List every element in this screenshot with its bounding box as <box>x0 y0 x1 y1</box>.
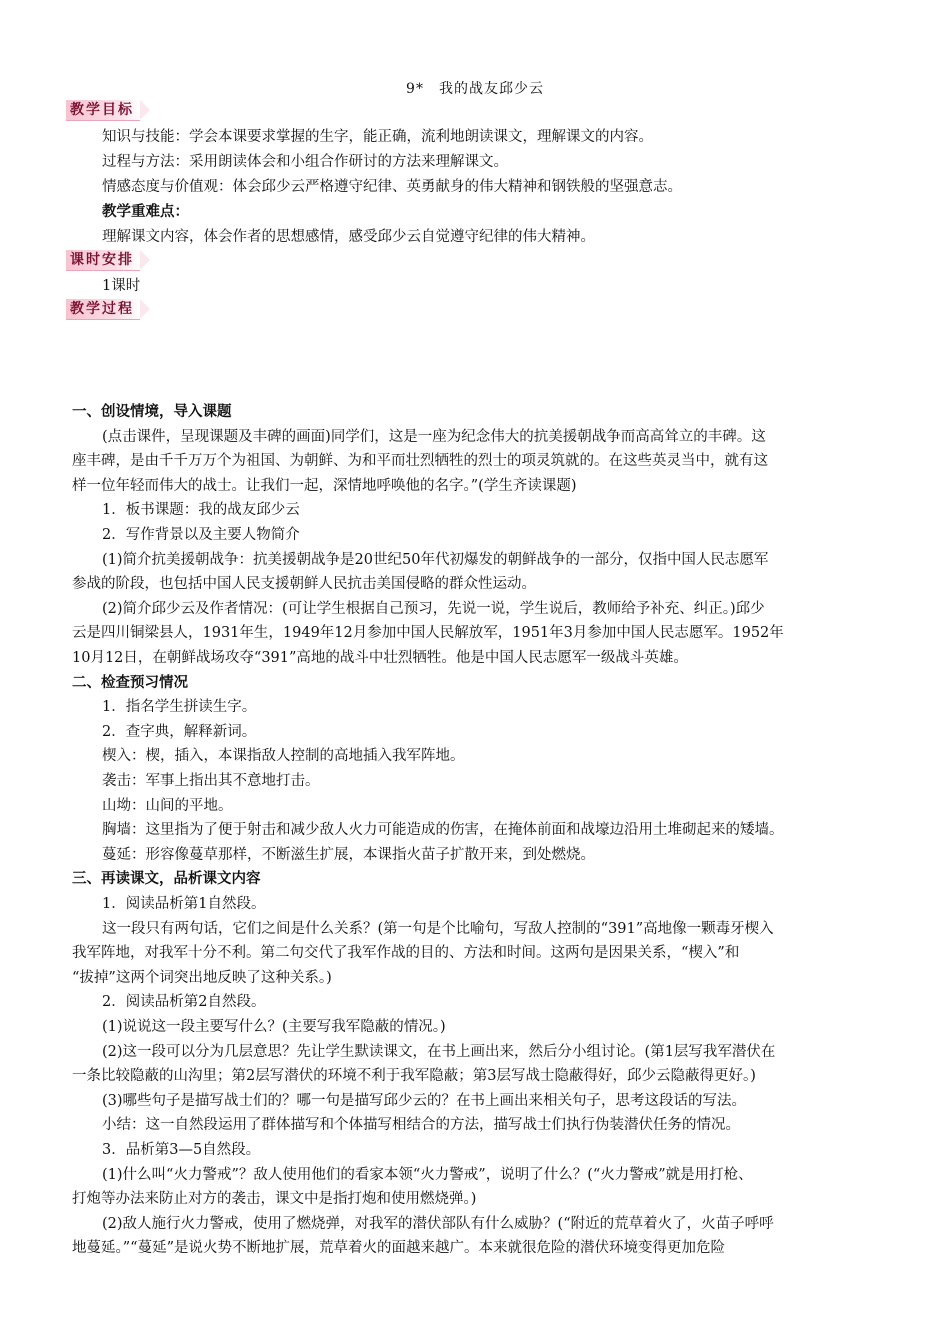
body-line: 蔓延：形容像蔓草那样，不断滋生扩展，本课指火苗子扩散开来，到处燃烧。 <box>102 846 595 863</box>
body-line: (2)这一段可以分为几层意思？先让学生默读课文，在书上画出来，然后分小组讨论。(第1层写我军潜伏在 <box>102 1043 776 1060</box>
body-line: 1．指名学生拼读生字。 <box>102 699 257 716</box>
body-line: 这一段只有两句话，它们之间是什么关系？(第一句是个比喻句，写敌人控制的“391”高地像一颗毒牙楔入 <box>102 920 774 937</box>
body-line: 山坳：山间的平地。 <box>102 797 233 814</box>
body-line: 楔入：楔，插入，本课指敌人控制的高地插入我军阵地。 <box>102 748 465 765</box>
lesson-title: 9* 我的战友邱少云 <box>406 81 544 97</box>
body-line: (2)敌人施行火力警戒，使用了燃烧弹，对我军的潜伏部队有什么威胁？(“附近的荒草着火了，火苗子呼呼 <box>102 1215 774 1232</box>
objective-process: 过程与方法：采用朗读体会和小组合作研讨的方法来理解课文。 <box>102 154 508 170</box>
section-heading: 二、检查预习情况 <box>72 674 188 691</box>
body-line: (1)说说这一段主要写什么？(主要写我军隐蔽的情况。) <box>102 1019 446 1035</box>
body-line: 2．写作背景以及主要人物简介 <box>102 527 300 543</box>
section-tag-objectives: 教学目标 <box>66 100 140 121</box>
body-line: (3)哪些句子是描写战士们的？哪一句是描写邱少云的？在书上画出来相关句子，思考这段话的写法。 <box>102 1092 747 1109</box>
body-line: (2)简介邱少云及作者情况：(可让学生根据自己预习，先说一说，学生说后，教师给予补充、纠正。)邱少 <box>102 600 765 617</box>
body-line: (点击课件，呈现课题及丰碑的画面)同学们，这是一座为纪念伟大的抗美援朝战争而高高耸立的丰碑。这 <box>102 428 766 445</box>
body-line: 2．阅读品析第2自然段。 <box>102 994 266 1011</box>
body-line: 座丰碑，是由千千万万个为祖国、为朝鲜、为和平而壮烈牺牲的烈士的项灵筑就的。在这些英灵当中，就有这 <box>72 453 768 470</box>
keypoints-heading: 教学重难点： <box>102 203 189 220</box>
body-line: 2．查字典，解释新词。 <box>102 723 257 740</box>
objective-knowledge: 知识与技能：学会本课要求掌握的生字，能正确，流利地朗读课文，理解课文的内容。 <box>102 129 653 145</box>
body-line: 1．阅读品析第1自然段。 <box>102 896 266 912</box>
section-tag-schedule: 课时安排 <box>66 250 140 271</box>
body-line: 3．品析第3—5自然段。 <box>102 1142 261 1158</box>
keypoints-text: 理解课文内容，体会作者的思想感情，感受邱少云自觉遵守纪律的伟大精神。 <box>102 229 595 245</box>
body-line: 胸墙：这里指为了便于射击和减少敌人火力可能造成的伤害，在掩体前面和战壕边沿用土堆砌起来的矮墙。 <box>102 822 784 839</box>
section-heading: 一、创设情境，导入课题 <box>72 404 232 420</box>
body-line: 小结：这一自然段运用了群体描写和个体描写相结合的方法，描写战士们执行伪装潜伏任务的情况。 <box>102 1117 740 1134</box>
body-line: 样一位年轻而伟大的战士。让我们一起，深情地呼唤他的名字。”(学生齐读课题) <box>72 477 577 494</box>
body-line: 10月12日，在朝鲜战场攻夺“391”高地的战斗中壮烈牺牲。他是中国人民志愿军一级战斗英雄。 <box>72 650 688 666</box>
body-line: (1)简介抗美援朝战争：抗美援朝战争是20世纪50年代初爆发的朝鲜战争的一部分，仅指中国人民志愿军 <box>102 551 769 568</box>
body-line: 云是四川铜梁县人，1931年生，1949年12月参加中国人民解放军，1951年3月参加中国人民志愿军。1952年 <box>72 625 784 642</box>
section-tag-process: 教学过程 <box>66 299 140 320</box>
body-line: 我军阵地，对我军十分不利。第二句交代了我军作战的目的、方法和时间。这两句是因果关系，“楔入”和 <box>72 945 740 962</box>
schedule-text: 1课时 <box>102 278 141 294</box>
body-line: 一条比较隐蔽的山沟里；第2层写潜伏的环境不利于我军隐蔽；第3层写战士隐蔽得好，邱少云隐蔽得更好。) <box>72 1068 756 1085</box>
body-line: “拔掉”这两个词突出地反映了这种关系。) <box>72 969 332 986</box>
body-line: 参战的阶段，也包括中国人民支援朝鲜人民抗击美国侵略的群众性运动。 <box>72 576 536 593</box>
body-line: 打炮等办法来防止对方的袭击，课文中是指打炮和使用燃烧弹。) <box>72 1191 477 1208</box>
body-line: 袭击：军事上指出其不意地打击。 <box>102 773 320 789</box>
section-heading: 三、再读课文，品析课文内容 <box>72 871 261 888</box>
objective-emotion: 情感态度与价值观：体会邱少云严格遵守纪律、英勇献身的伟大精神和钢铁般的坚强意志。 <box>102 179 682 195</box>
body-line: 地蔓延。”“蔓延”是说火势不断地扩展，荒草着火的面越来越广。本来就很危险的潜伏环境变得更加危险 <box>72 1240 725 1257</box>
body-line: (1)什么叫“火力警戒”？敌人使用他们的看家本领“火力警戒”，说明了什么？(“火力警戒”就是用打枪、 <box>102 1166 753 1183</box>
body-line: 1．板书课题：我的战友邱少云 <box>102 502 300 519</box>
